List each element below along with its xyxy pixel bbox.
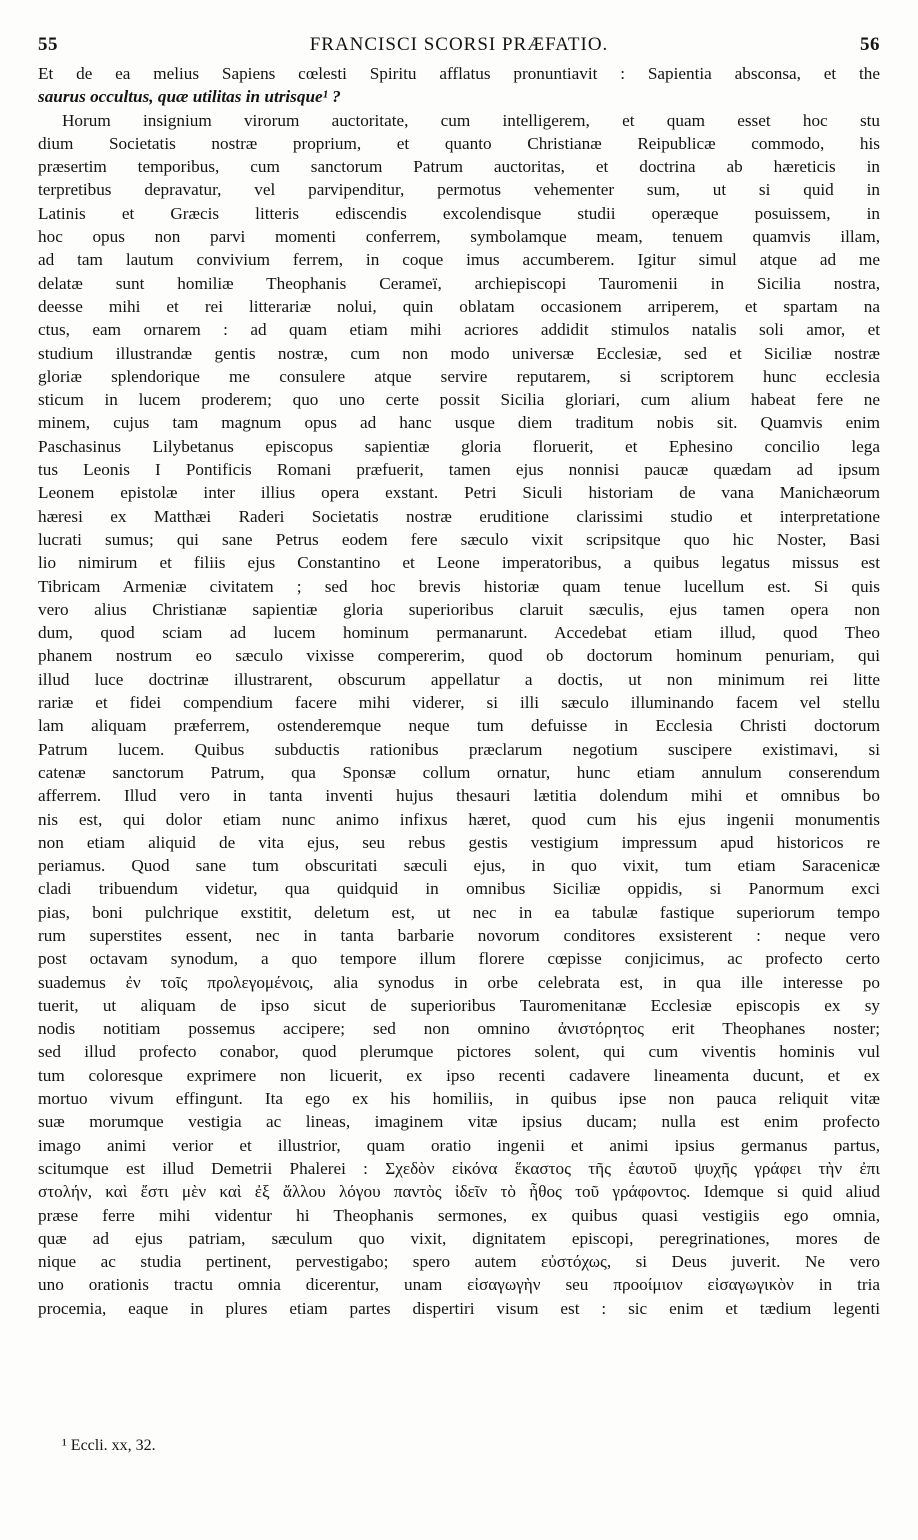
text-line: lio nimirum et filiis ejus Constantino et Leone imperatoribus, a quibus legatus missus est xyxy=(38,553,880,573)
text-line: scitumque est illud Demetrii Phalerei : Σχεδὸν εἰκόνα ἕκαστος τῆς ἑαυτοῦ ψυχῆς γράφει τὴν ἐπι xyxy=(38,1158,880,1178)
text-line: ad tam lautum convivium ferrem, in coque imus accumberem. Igitur simul atque ad me xyxy=(38,250,880,270)
text-line: tuerit, ut aliquam de ipso sicut de superioribus Tauromenitanæ Ecclesiæ episcopis ex sy xyxy=(38,995,880,1015)
text-line: periamus. Quod sane tum obscuritati sæculi ejus, in quo vixit, tum etiam Saracenicæ xyxy=(38,856,880,876)
running-title: FRANCISCI SCORSI PRÆFATIO. xyxy=(309,34,609,55)
text-line: lucrati sumus; qui sane Petrus eodem fere sæculo vixit scripsitque quo hic Noster, Basi xyxy=(38,529,880,549)
text-line: Horum insignium virorum auctoritate, cum intelligerem, et quam esset hoc stu xyxy=(62,110,880,130)
text-line: Latinis et Græcis litteris ediscendis excolendisque studii operæque posuissem, in xyxy=(38,203,880,223)
text-line: Leonem epistolæ inter illius opera exstant. Petri Siculi historiam de vana Manichæorum xyxy=(38,483,880,503)
text-line: deesse mihi et rei litterariæ nolui, quin oblatam occasionem arriperem, et spartam na xyxy=(38,296,880,316)
text-line: præse ferre mihi videntur hi Theophanis sermones, ex quibus quasi vestigiis ego omnia, xyxy=(38,1205,880,1225)
text-line: dum, quod sciam ad lucem hominum permanarunt. Accedebat etiam illud, quod Theo xyxy=(38,623,880,643)
text-line: afferrem. Illud vero in tanta inventi hujus thesauri lætitia dolendum mihi et omnibus bo xyxy=(38,786,880,806)
text-line: hæresi ex Matthæi Raderi Societatis nostræ eruditione clarissimi studio et interpretatione xyxy=(38,506,880,526)
text-line: terpretibus depravatur, vel parvipenditur, permotus vehementer sum, ut si quid in xyxy=(38,180,880,200)
text-line: sticum in lucem proderem; quo uno certe possit Sicilia gloriari, cum alium habeat fere ne xyxy=(38,390,880,410)
page-number-right: 56 xyxy=(860,34,880,55)
text-line: catenæ sanctorum Patrum, qua Sponsæ collum ornatur, hunc etiam annulum conserendum xyxy=(38,762,880,782)
footnote: ¹ Eccli. xx, 32. xyxy=(62,1437,156,1454)
text-line: tus Leonis I Pontificis Romani præfuerit, tamen ejus nonnisi paucæ quædam ad ipsum xyxy=(38,460,880,480)
text-line: studium illustrandæ gentis nostræ, cum non modo universæ Ecclesiæ, sed et Siciliæ nostræ xyxy=(38,343,880,363)
text-line: lam aliquam præferrem, ostenderemque neque tum defuisse in Ecclesia Christi doctorum xyxy=(38,716,880,736)
text-line: nis est, qui dolor etiam nunc animo infixus hæret, quod cum his ejus ingenii monumentis xyxy=(38,809,880,829)
text-line: minem, cujus tam magnum opus ad hanc usque diem traditum nobis sit. Quamvis enim xyxy=(38,413,880,433)
text-line: sed illud profecto conabor, quod plerumque pictores solent, qui cum viventis hominis vul xyxy=(38,1042,880,1062)
text-line: gloriæ splendorique me consulere atque servire reputarem, si scriptorem hunc ecclesia xyxy=(38,366,880,386)
text-line: Paschasinus Lilybetanus episcopus sapientiæ gloria floruerit, et Ephesino concilio lega xyxy=(38,436,880,456)
text-line: quæ ad ejus patriam, sæculum quo vixit, dignitatem episcopi, peregrinationes, mores de xyxy=(38,1228,880,1248)
text-line: phanem nostrum eo sæculo vixisse compererim, quod ob doctorum hominum penuriam, qui xyxy=(38,646,880,666)
text-line: suæ morumque vestigia ac lineas, imaginem vitæ ipsius ducam; nulla est enim profecto xyxy=(38,1112,880,1132)
text-line: illud luce doctrinæ illustrarent, obscurum appellatur a doctis, ut non minimum rei litte xyxy=(38,669,880,689)
text-line: rariæ et fidei compendium facere mihi viderer, si illi sæculo illuminando facem vel stellu xyxy=(38,693,880,713)
text-line: uno orationis tractu omnia dicerentur, unam εἰσαγωγὴν seu προοίμιον εἰσαγωγικὸν in tria xyxy=(38,1275,880,1295)
text-line: Patrum lucem. Quibus subductis rationibus præclarum negotium suscipere existimavi, si xyxy=(38,739,880,759)
text-line: rum superstites essent, nec in tanta barbarie novorum conditores exsisterent : neque vero xyxy=(38,925,880,945)
text-line xyxy=(38,1320,880,1343)
text-line: tum coloresque exprimere non licuerit, ex ipso recenti cadavere lineamenta ducunt, et ex xyxy=(38,1065,880,1085)
text-line: Tibricam Armeniæ civitatem ; sed hoc brevis historiæ quam tenue lucellum est. Si quis xyxy=(38,576,880,596)
running-header xyxy=(38,34,880,58)
body-text xyxy=(38,62,880,1367)
text-line: imago animi verior et illustrior, quam oratio ingenii et animi ipsius germanus partus, xyxy=(38,1135,880,1155)
text-line: ctus, eam ornarem : ad quam etiam mihi acriores addidit stimulos natalis soli amor, et xyxy=(38,320,880,340)
text-line: mortuo vivum effingunt. Ita ego ex his homiliis, in quibus ipse non pauca reliquit vitæ xyxy=(38,1089,880,1109)
text-line: procemia, eaque in plures etiam partes dispertiri visum est : sic enim et tædium legenti xyxy=(38,1298,880,1318)
text-line: nique ac studia pertinent, pervestigabo; spero autem εὐστόχως, si Deus juverit. Ne vero xyxy=(38,1252,880,1272)
text-line: præsertim temporibus, cum sanctorum Patrum auctoritas, et doctrina ab hæreticis in xyxy=(38,157,880,177)
text-line: suademus ἐν τοῖς προλεγομένοις, alia synodus in orbe celebrata est, in qua ille interesse po xyxy=(38,972,880,992)
text-line: στολήν, καὶ ἔστι μὲν καὶ ἐξ ἄλλου λόγου παντὸς ἰδεῖν τὸ ἦθος τοῦ γράφοντος. Idemque si quid aliud xyxy=(38,1182,880,1202)
text-line: hoc opus non parvi momenti conferrem, symbolamque meam, tenuem quamvis illam, xyxy=(38,227,880,247)
text-line: nodis notitiam possemus accipere; sed non omnino ἀνιστόρητος erit Theophanes noster; xyxy=(38,1019,880,1039)
text-line: vero alius Christianæ sapientiæ gloria superioribus claruit sæculis, ejus tamen opera non xyxy=(38,599,880,619)
text-line: dium Societatis nostræ proprium, et quanto Christianæ Reipublicæ commodo, his xyxy=(38,133,880,153)
text-line: delatæ sunt homiliæ Theophanis Cerameï, archiepiscopi Tauromenii in Sicilia nostra, xyxy=(38,273,880,293)
text-line: cladi tribuendum videtur, qua quidquid in omnibus Siciliæ oppidis, si Panormum exci xyxy=(38,879,880,899)
text-line: post octavam synodum, a quo tempore illum florere cœpisse conjicimus, ac profecto certo xyxy=(38,949,880,969)
text-line: non etiam aliquid de vita ejus, seu rebus gestis vestigium impressum apud historicos re xyxy=(38,832,880,852)
text-line: pias, boni pulchrique exstitit, deletum est, ut nec in ea tabulæ fastique superiorum tempo xyxy=(38,902,880,922)
page-number-left: 55 xyxy=(38,34,58,55)
text-line xyxy=(38,1343,880,1366)
text-line: Et de ea melius Sapiens cœlesti Spiritu afflatus pronuntiavit : Sapientia absconsa, et the xyxy=(38,64,880,83)
text-line: saurus occultus, quæ utilitas in utrisque¹ ? xyxy=(38,87,341,107)
